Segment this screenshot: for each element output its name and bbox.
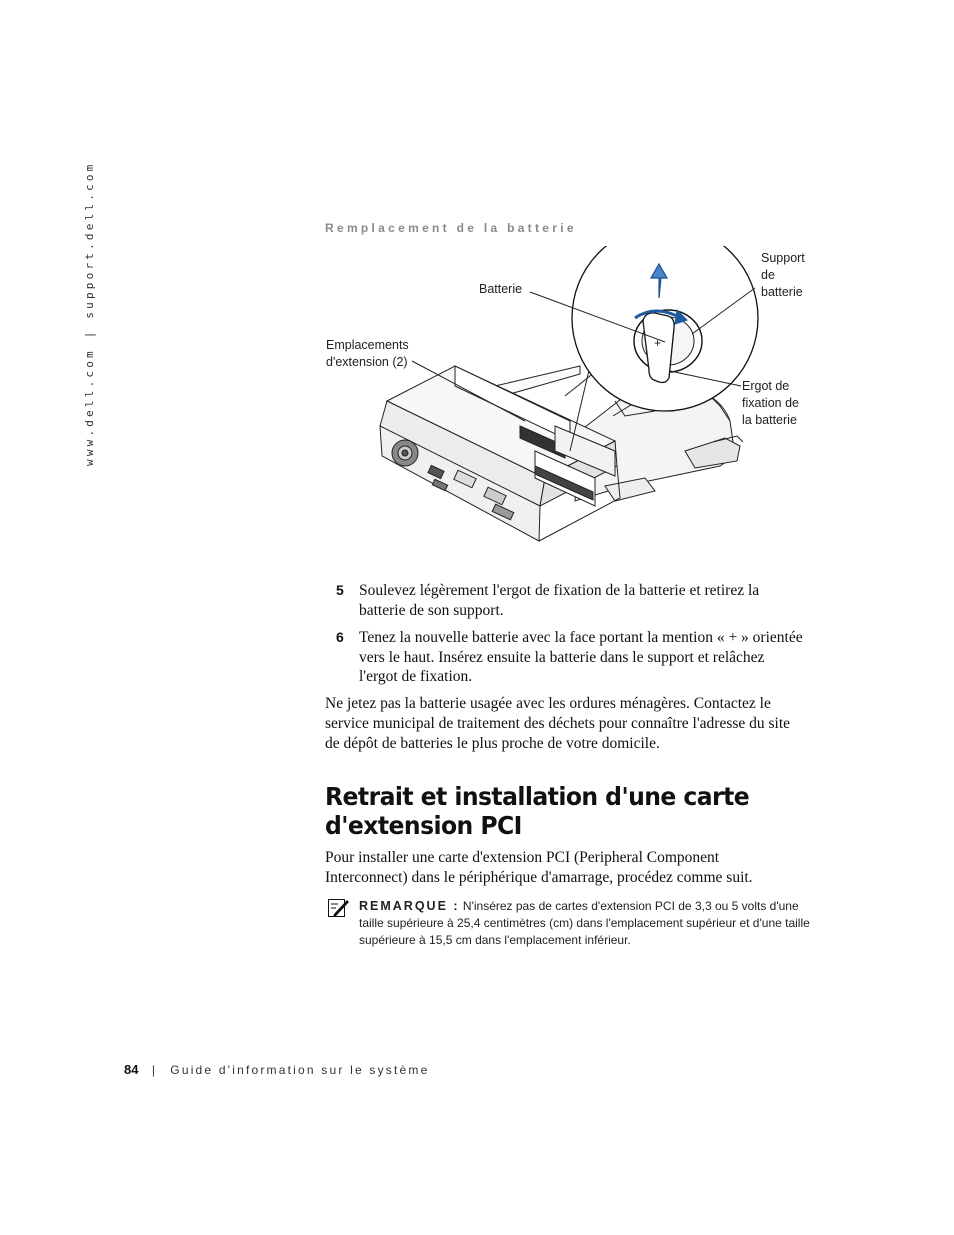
callout-tab-line-1: Ergot de	[742, 379, 790, 393]
footer-separator: |	[151, 1063, 155, 1077]
step-item	[336, 581, 806, 620]
footer-title: Guide d'information sur le système	[170, 1063, 430, 1077]
callout-tab-line-2: fixation de	[742, 396, 799, 410]
note-label: REMARQUE :	[359, 899, 460, 913]
callout-holder-line-2: de	[761, 268, 775, 282]
step-list	[336, 581, 806, 695]
section-intro: Pour installer une carte d'extension PCI (Peripheral Component Interconnect) dans le périphérique d'amarrage, procédez comme suit.	[325, 849, 753, 886]
note-pencil-icon	[328, 898, 350, 918]
page-footer	[124, 1062, 429, 1077]
step-number: 5	[336, 582, 344, 598]
callout-tab-line-3: la batterie	[742, 413, 797, 427]
callout-expansion-slots	[326, 337, 409, 371]
battery-plus-mark: +	[654, 336, 662, 350]
callout-battery	[479, 281, 522, 298]
section-heading: Retrait et installation d'une carte d'extension PCI	[325, 782, 750, 840]
battery-replacement-figure	[325, 246, 825, 552]
callout-battery-text: Batterie	[479, 282, 523, 296]
callout-slots-line-2: d'extension (2)	[326, 355, 408, 369]
callout-battery-tab	[742, 378, 799, 429]
step-text: Tenez la nouvelle batterie avec la face portant la mention « + » orientée vers le haut. Insérez ensuite la batterie dans le support et relâchez l'ergot de fixation.	[359, 629, 803, 685]
step-item	[336, 628, 806, 687]
page-number: 84	[124, 1062, 139, 1077]
disposal-paragraph: Ne jetez pas la batterie usagée avec les ordures ménagères. Contactez le service municipal de traitement des déchets pour connaître l'adresse du site de dépôt de batteries le plus proche de votre domicile.	[325, 695, 791, 752]
callout-holder-line-3: batterie	[761, 285, 803, 299]
callout-slots-line-1: Emplacements	[326, 338, 409, 352]
figure-title: Remplacement de la batterie	[325, 221, 577, 235]
note-block	[359, 898, 819, 949]
sidebar-url: www.dell.com | support.dell.com	[83, 161, 96, 466]
callout-holder-line-1: Support	[761, 251, 805, 265]
callout-battery-holder	[761, 250, 805, 301]
step-text: Soulevez légèrement l'ergot de fixation de la batterie et retirez la batterie de son support.	[359, 582, 760, 619]
step-number: 6	[336, 629, 344, 645]
note-text: N'insérez pas de cartes d'extension PCI de 3,3 ou 5 volts d'une taille supérieure à 25,4 centimètres (cm) dans l'emplacement supérieur et d'une taille supérieure à 15,5 cm dans l'emplacement inférieur.	[359, 899, 810, 947]
